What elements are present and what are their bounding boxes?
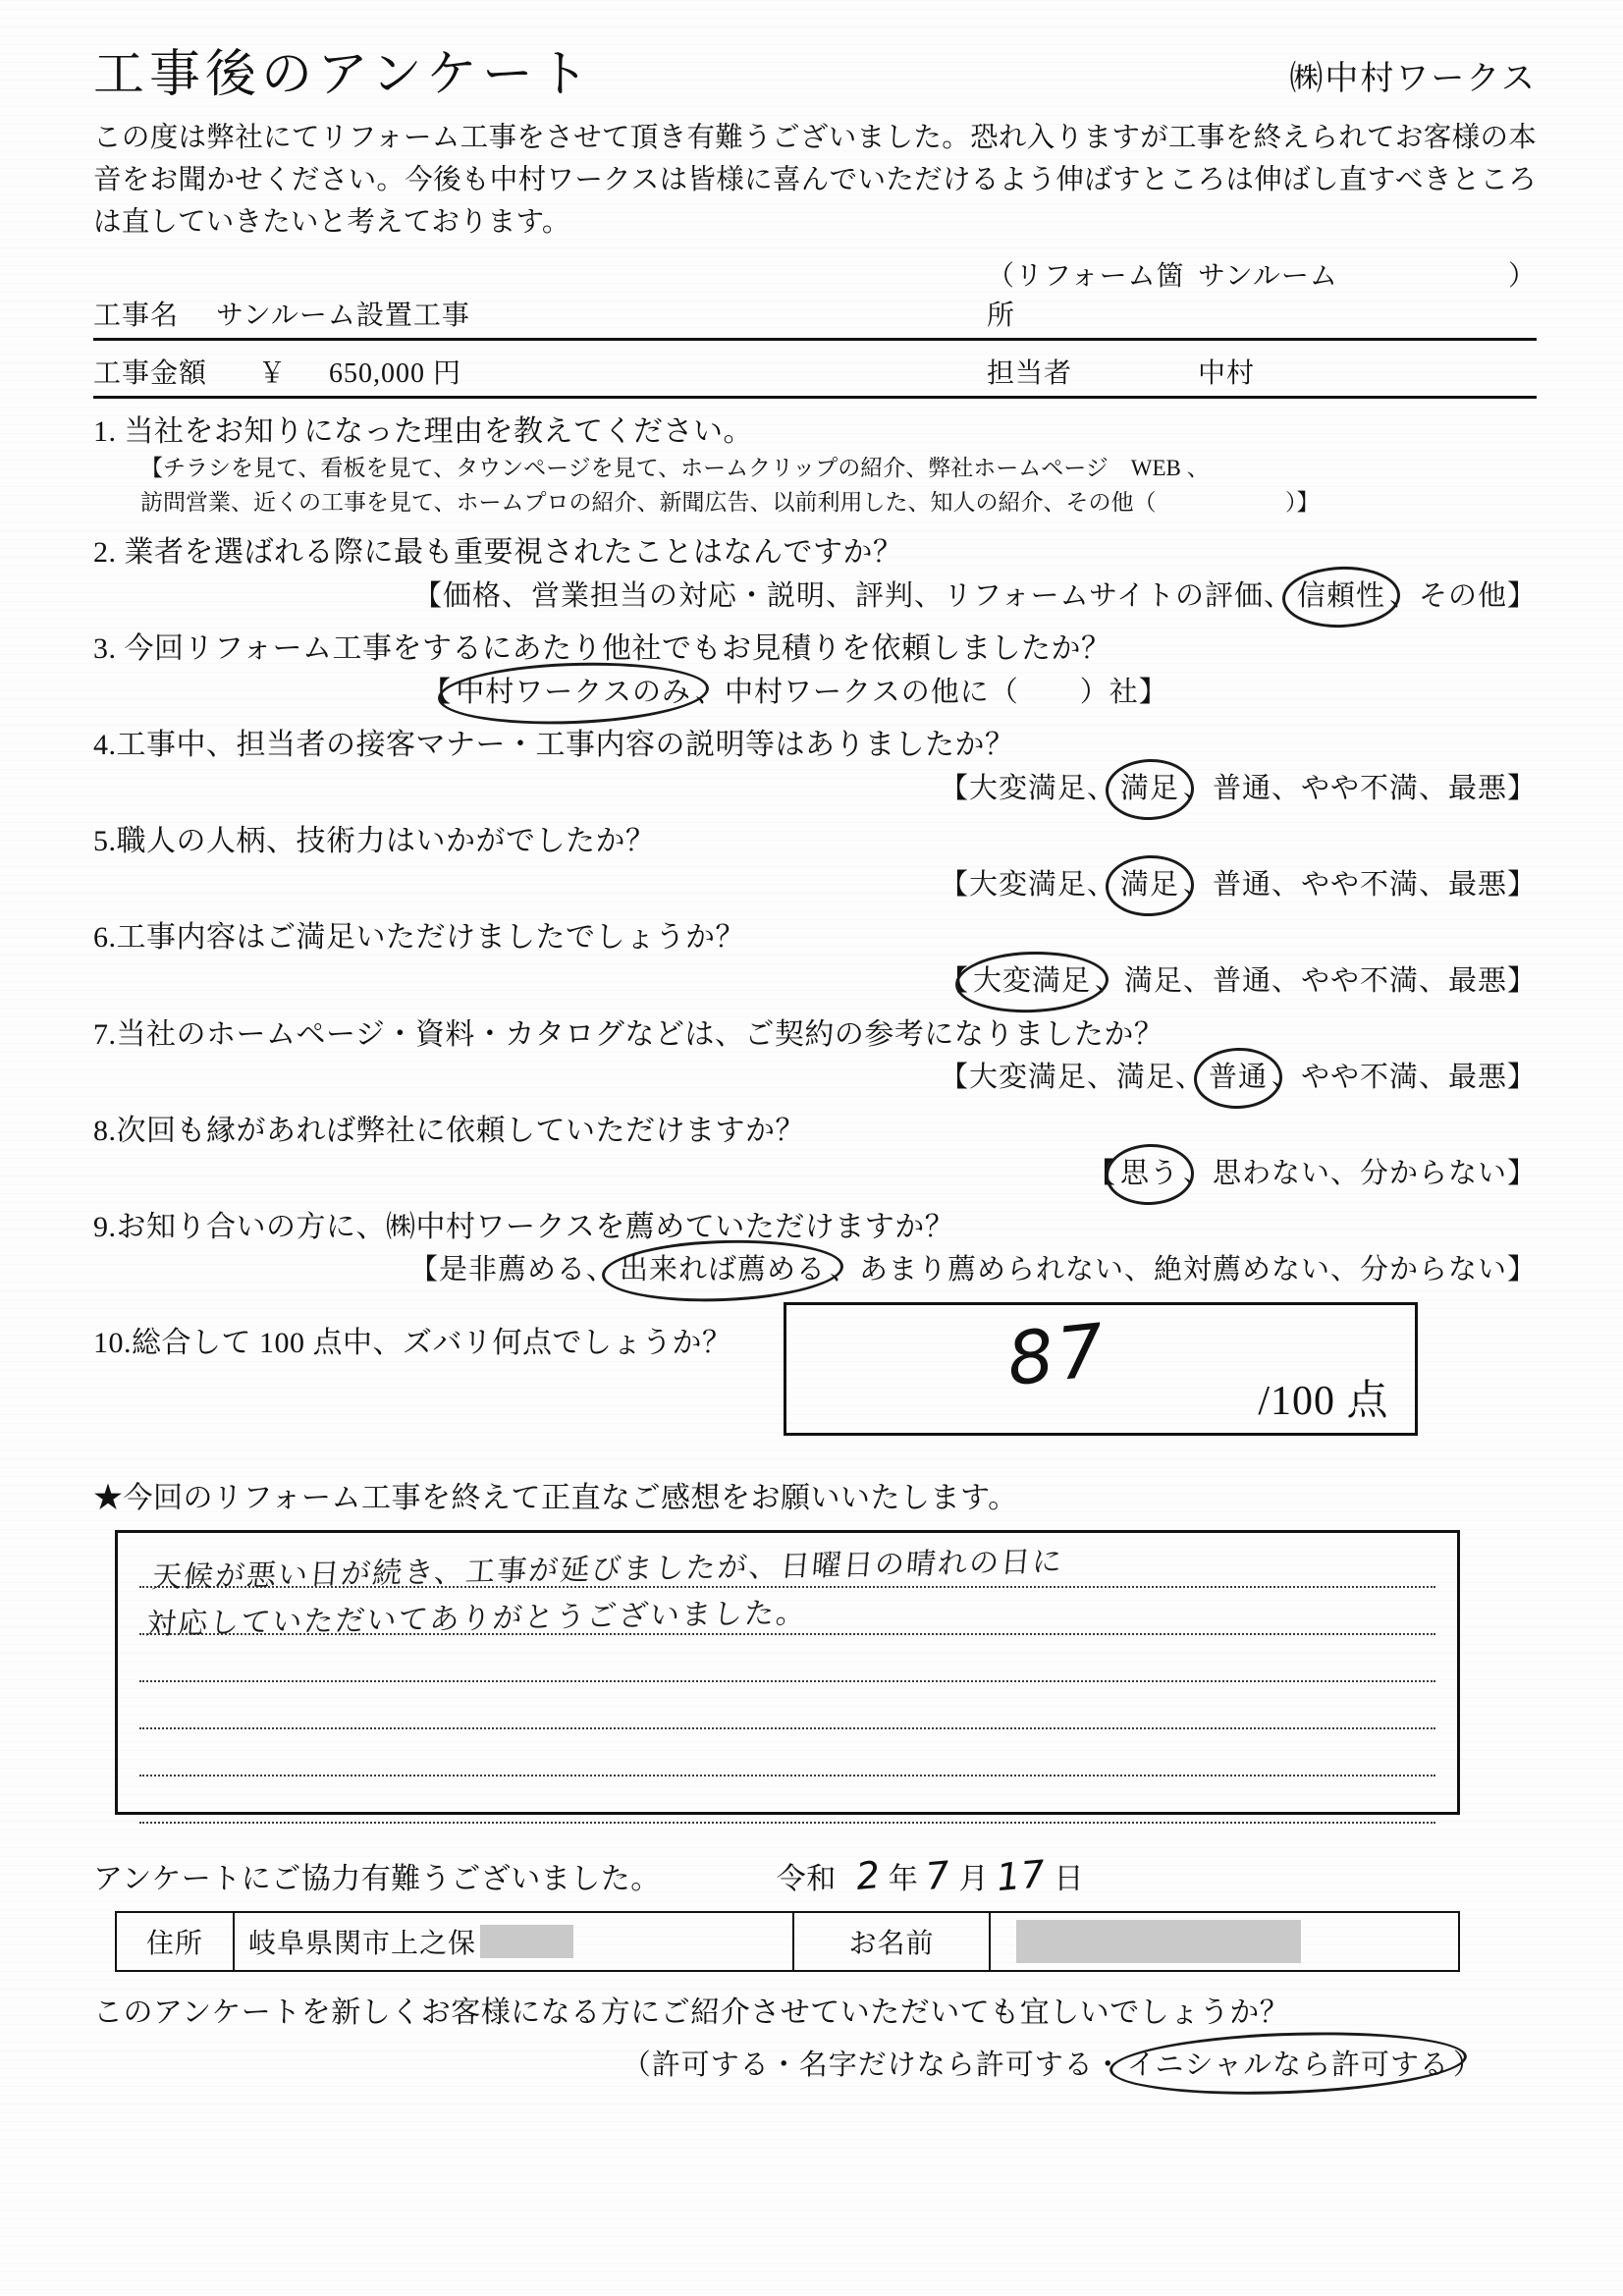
question-3-number: 3.: [93, 632, 117, 666]
thanks-message: アンケートにご協力有難うございました。: [93, 1862, 661, 1895]
question-4-number: 4.: [93, 729, 117, 762]
project-name-row: [93, 254, 1537, 341]
permission-question: このアンケートを新しくお客様になる方にご紹介させていただいても宜しいでしょうか？: [93, 1995, 1290, 2029]
question-8-options-suffix: 、思わない、分からない】: [1182, 1158, 1537, 1190]
question-4-selected-option[interactable]: 満足: [1116, 769, 1183, 809]
question-5-answer-line: [93, 865, 1537, 905]
score-denominator: /100 点: [1258, 1378, 1389, 1424]
staff-group: [987, 352, 1537, 391]
customer-info-table: [115, 1911, 1460, 1972]
question-1: [93, 412, 1537, 520]
question-2: [93, 533, 1537, 616]
question-5-selected-option[interactable]: 満足: [1116, 865, 1183, 905]
question-4-text: [93, 726, 1537, 766]
question-3-answer-line: [93, 673, 1537, 713]
question-5-options-suffix: 、普通、やや不満、最悪】: [1182, 868, 1537, 901]
question-2-options-suffix: 、その他】: [1388, 579, 1537, 612]
question-5-text: [93, 822, 1537, 862]
question-6-answer-line: [93, 961, 1537, 1002]
question-9-answer-line: [93, 1250, 1537, 1290]
reform-area-value: サンルーム: [1198, 260, 1338, 292]
score-box[interactable]: [784, 1302, 1418, 1436]
question-7-body: 当社のホームページ・資料・カタログなどは、ご契約の参考になりましたか？: [116, 1017, 1164, 1051]
staff-label: 担当者: [987, 357, 1073, 389]
question-8-options-prefix: 【: [1086, 1158, 1116, 1190]
question-3-options-mid: 、中村ワークスの他に（: [695, 676, 1019, 708]
comment-rule-6: [139, 1777, 1435, 1824]
question-8: [93, 1112, 1537, 1194]
era-label: 令和: [776, 1862, 837, 1895]
date-year-unit: 年: [888, 1862, 919, 1895]
date-month-value: 7: [924, 1852, 953, 1898]
question-1-options-line-2-text: 訪問営業、近くの工事を見て、ホームプロの紹介、新聞広告、以前利用した、知人の紹介、その他（: [140, 489, 1157, 515]
address-value: 岐阜県関市上之保: [248, 1928, 477, 1959]
question-6-text: [93, 918, 1537, 958]
comment-rule-5: [139, 1729, 1435, 1777]
question-5-body: 職人の人柄、技術力はいかがでしたか？: [116, 825, 656, 858]
question-9-number: 9.: [93, 1210, 117, 1243]
question-7-number: 7.: [93, 1017, 117, 1051]
intro-paragraph: この度は弊社にてリフォーム工事をさせて頂き有難うございました。恐れ入りますが工事を終えられてお客様の本音をお聞かせください。今後も中村ワークスは皆様に喜んでいただけるよう伸ばすところは伸ばし直すべきところは直していきたいと考えております。: [93, 122, 1537, 239]
question-5-options-prefix: 【大変満足、: [939, 868, 1116, 901]
question-5: [93, 822, 1537, 904]
comment-prompt: ★今回のリフォーム工事を終えて正直なご感想をお願いいたします。: [93, 1481, 1018, 1514]
footer-thanks-row: [93, 1851, 1537, 1899]
question-1-options-line-2: [93, 486, 1537, 520]
question-1-body: 当社をお知りになった理由を教えてください。: [124, 414, 753, 448]
comment-box[interactable]: [115, 1530, 1460, 1815]
project-name-label: 工事名: [93, 300, 180, 331]
company-name: ㈱中村ワークス: [1289, 60, 1537, 97]
document-header: [93, 49, 1537, 103]
address-redaction: [480, 1925, 573, 1958]
date-field: [776, 1851, 1084, 1899]
question-3-body: 今回リフォーム工事をするにあたり他社でもお見積りを依頼しましたか？: [124, 632, 1111, 666]
amount-value: [329, 352, 987, 391]
question-6-selected-option[interactable]: 大変満足: [969, 961, 1095, 1002]
question-10-number: 10.: [93, 1326, 132, 1359]
question-3-options-suffix: ）社】: [1079, 676, 1168, 708]
question-7: [93, 1015, 1537, 1098]
question-10-body: 総合して 100 点中、ズバリ何点でしょうか？: [132, 1326, 732, 1359]
question-4-options-suffix: 、普通、やや不満、最悪】: [1182, 772, 1537, 804]
question-4-body: 工事中、担当者の接客マナー・工事内容の説明等はありましたか？: [116, 729, 1015, 762]
question-6-options-prefix: 【: [939, 964, 969, 997]
question-1-options-line-1: 【チラシを見て、看板を見て、タウンページを見て、ホームクリップの紹介、弊社ホームページ WEB 、: [140, 456, 1210, 481]
address-value-cell[interactable]: [235, 1913, 794, 1970]
address-label: 住所: [117, 1913, 235, 1970]
project-name-value: サンルーム設置工事: [216, 300, 470, 331]
customer-name-value-cell[interactable]: [991, 1913, 1458, 1970]
question-9-options-suffix: 、あまり薦められない、絶対薦めない、分からない】: [829, 1254, 1537, 1286]
amount-number: 650,000: [329, 357, 425, 389]
question-3: [93, 629, 1537, 712]
question-4: [93, 726, 1537, 808]
question-2-body: 業者を選ばれる際に最も重要視されたことはなんですか？: [124, 536, 903, 570]
question-9: [93, 1208, 1537, 1290]
reform-area-group: [987, 254, 1537, 333]
question-8-selected-option[interactable]: 思う: [1116, 1154, 1183, 1194]
comment-handwriting-line-1: 天候が悪い日が続き、工事が延びましたが、日曜日の晴れの日に: [150, 1544, 1065, 1595]
question-3-text: [93, 629, 1537, 670]
project-amount-row: [93, 352, 1537, 399]
question-4-options-prefix: 【大変満足、: [939, 772, 1116, 804]
score-value: 87: [1002, 1307, 1111, 1402]
reform-area-label: （リフォーム箇所: [987, 260, 1185, 331]
question-7-answer-line: [93, 1058, 1537, 1098]
question-7-options-suffix: 、やや不満、最悪】: [1271, 1062, 1537, 1093]
amount-unit: 円: [433, 357, 462, 389]
question-4-answer-line: [93, 769, 1537, 809]
question-8-text: [93, 1112, 1537, 1152]
question-1-text: [93, 412, 1537, 453]
question-10: [93, 1302, 1537, 1436]
permission-answer-line: [93, 2043, 1537, 2083]
reform-area-close-paren: ）: [1507, 260, 1537, 292]
customer-name-redaction: [1016, 1920, 1301, 1963]
page-title: 工事後のアンケート: [93, 47, 594, 103]
question-2-number: 2.: [93, 536, 117, 570]
question-8-answer-line: [93, 1154, 1537, 1194]
question-6-number: 6.: [93, 921, 117, 955]
date-month-unit: 月: [958, 1862, 990, 1895]
question-2-text: [93, 533, 1537, 574]
question-5-number: 5.: [93, 825, 117, 858]
comment-handwriting-line-2: 対応していただいてありがとうございました。: [144, 1595, 809, 1642]
question-6-options-suffix: 、満足、普通、やや不満、最悪】: [1094, 964, 1537, 997]
amount-label: 工事金額: [93, 357, 208, 389]
question-9-body: お知り合いの方に、㈱中村ワークスを薦めていただけますか？: [116, 1210, 955, 1243]
question-9-text: [93, 1208, 1537, 1248]
question-8-body: 次回も縁があれば弊社に依頼していただけますか？: [116, 1114, 805, 1147]
question-2-selected-option[interactable]: 信頼性: [1293, 576, 1389, 617]
date-day-unit: 日: [1054, 1862, 1084, 1895]
permission-selected-option[interactable]: イニシャルなら許可する: [1123, 2043, 1453, 2083]
question-7-text: [93, 1015, 1537, 1056]
question-6-body: 工事内容はご満足いただけましたでしょうか？: [116, 921, 745, 955]
question-8-number: 8.: [93, 1114, 117, 1147]
permission-options-suffix: ）: [1452, 2049, 1483, 2081]
permission-options-prefix: （許可する・名字だけなら許可する・: [622, 2049, 1123, 2081]
survey-sheet: [93, 49, 1537, 2083]
comment-rule-3: [139, 1635, 1435, 1682]
date-year-value: 2: [853, 1852, 883, 1898]
currency-symbol: ￥: [257, 357, 287, 389]
question-1-number: 1.: [93, 414, 117, 448]
date-day-value: 17: [995, 1851, 1049, 1899]
question-3-options-prefix: 【: [422, 676, 453, 708]
question-2-options-prefix: 【価格、営業担当の対応・説明、評判、リフォームサイトの評価、: [413, 579, 1293, 612]
staff-value: 中村: [1198, 357, 1256, 389]
comment-rule-4: [139, 1682, 1435, 1729]
question-6: [93, 918, 1537, 1001]
question-10-text: [93, 1302, 732, 1361]
question-7-selected-option[interactable]: 普通: [1205, 1058, 1271, 1098]
question-9-selected-option[interactable]: 出来れば薦める: [616, 1250, 830, 1290]
question-3-selected-option[interactable]: 中村ワークスのみ: [452, 673, 695, 713]
customer-name-label: お名前: [794, 1913, 991, 1970]
question-7-options-prefix: 【大変満足、満足、: [939, 1062, 1205, 1093]
question-1-options-line-2-close: ）】: [1285, 489, 1320, 515]
question-9-options-prefix: 【是非薦める、: [408, 1254, 616, 1286]
question-2-answer-line: [93, 576, 1537, 617]
